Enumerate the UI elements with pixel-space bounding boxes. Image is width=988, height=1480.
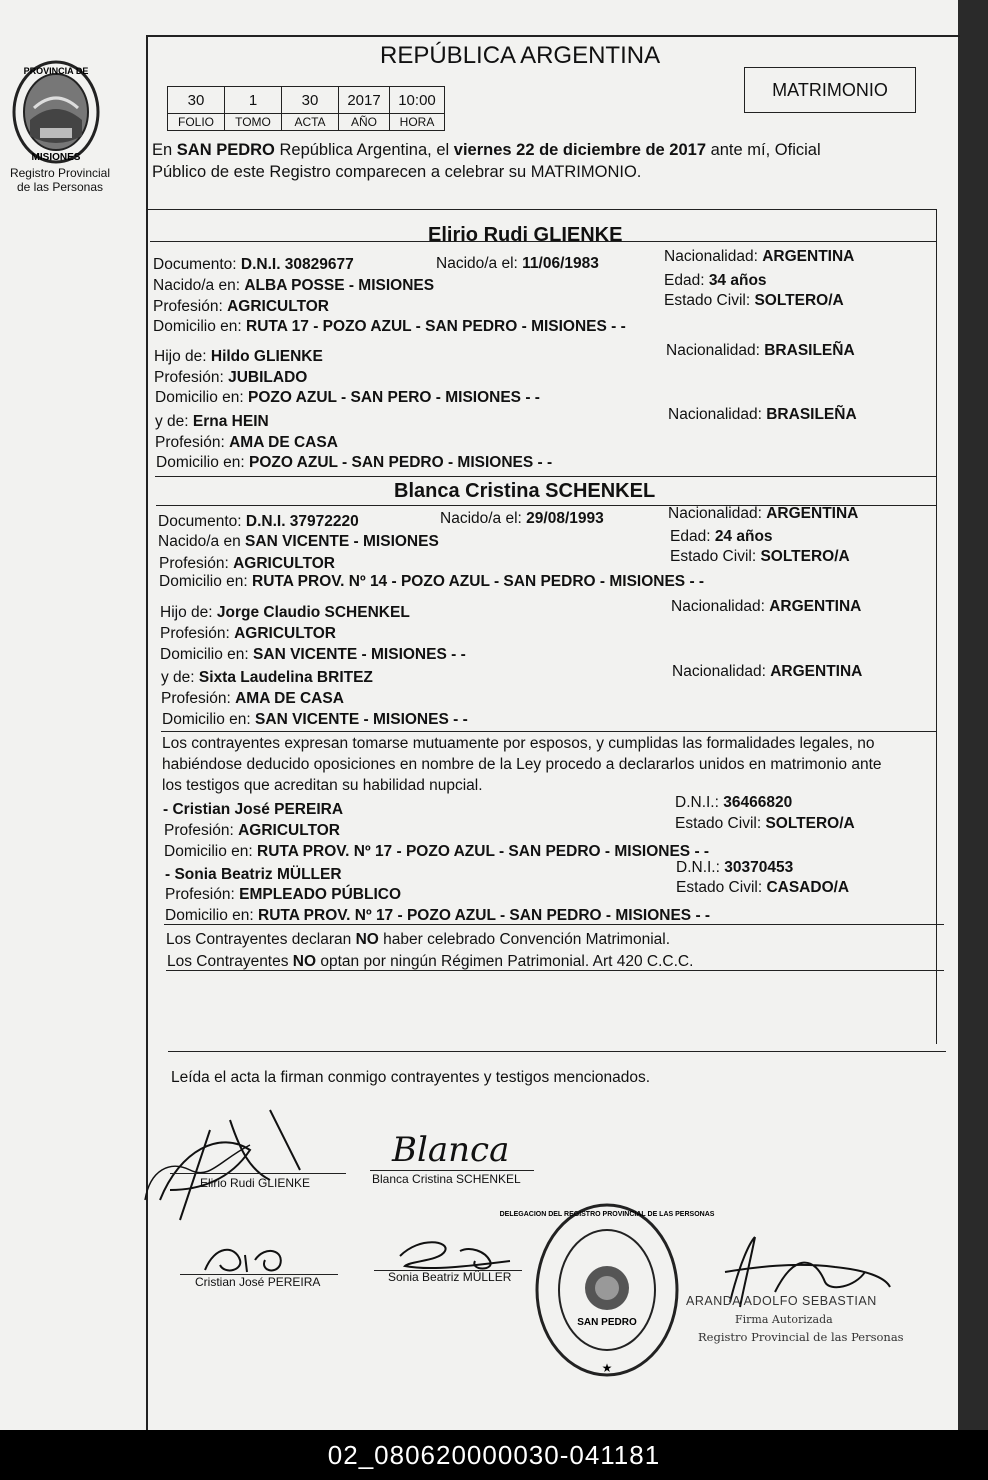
official-stamp-icon	[499, 1200, 715, 1380]
signature-label-pereira: Cristian José PEREIRA	[195, 1275, 321, 1289]
officer-name: ARANDA ADOLFO SEBASTIAN	[686, 1294, 877, 1308]
signature-label-muller: Sonia Beatriz MÜLLER	[388, 1270, 512, 1284]
stamp-ring-text: DELEGACION DEL REGISTRO PROVINCIAL DE LAS PERSONAS	[499, 1211, 715, 1218]
logo-caption	[0, 166, 120, 194]
spouse1-address: Domicilio en: RUTA 17 - POZO AZUL - SAN PEDRO - MISIONES - -	[153, 318, 626, 335]
spouse2-mother: y de: Sixta Laudelina BRITEZ	[161, 669, 373, 686]
spouse1-document: Documento: D.N.I. 30829677	[153, 256, 354, 273]
witness2-address: Domicilio en: RUTA PROV. Nº 17 - POZO AZUL - SAN PEDRO - MISIONES - -	[165, 907, 711, 924]
witness1-dni: D.N.I.: 36466820	[675, 794, 793, 811]
divider	[168, 1051, 946, 1052]
declaration-paragraph: Los contrayentes expresan tomarse mutuamente por esposos, y cumplidas las formalidades legales, no habiéndose deducido oposiciones en nombre de la Ley procedo a declararlos unidos en matrimonio ante los testigos que acreditan su habilidad nupcial.	[162, 735, 882, 794]
spouse1-age: Edad: 34 años	[664, 272, 767, 289]
year-value: 2017	[339, 87, 390, 114]
province-seal-icon	[10, 58, 102, 166]
officer-office: Registro Provincial de las Personas	[698, 1330, 904, 1344]
scan-edge	[958, 0, 988, 1430]
spouse2-age: Edad: 24 años	[670, 528, 773, 545]
spouse2-mother-profession: Profesión: AMA DE CASA	[161, 690, 344, 707]
spouse1-birthdate: Nacido/a el: 11/06/1983	[436, 255, 599, 272]
regime-line1: Los Contrayentes declaran NO haber celebrado Convención Matrimonial.	[166, 931, 671, 948]
spouse1-profession: Profesión: AGRICULTOR	[153, 298, 330, 315]
spouse1-father-nationality: Nacionalidad: BRASILEÑA	[666, 342, 855, 359]
act-identification-table	[167, 86, 445, 131]
divider	[155, 476, 936, 477]
spouse1-mother-profession: Profesión: AMA DE CASA	[155, 434, 338, 451]
closing-statement: Leída el acta la firman conmigo contrayentes y testigos mencionados.	[171, 1069, 651, 1086]
spouse2-father-address: Domicilio en: SAN VICENTE - MISIONES - -	[160, 646, 466, 663]
footer-code: 02_080620000030-041181	[0, 1430, 988, 1480]
spouse1-father-profession: Profesión: JUBILADO	[154, 369, 308, 386]
spouse2-mother-address: Domicilio en: SAN VICENTE - MISIONES - -	[162, 711, 468, 728]
witness2-civil-status: Estado Civil: CASADO/A	[676, 879, 850, 896]
witness2-name: - Sonia Beatriz MÜLLER	[165, 866, 342, 883]
spouse2-profession: Profesión: AGRICULTOR	[159, 555, 336, 572]
regime-line2: Los Contrayentes NO optan por ningún Régimen Patrimonial. Art 420 C.C.C.	[167, 953, 694, 970]
spouse2-civil-status: Estado Civil: SOLTERO/A	[670, 548, 850, 565]
tomo-value: 1	[225, 87, 282, 114]
divider	[164, 924, 944, 925]
spouse2-birthdate: Nacido/a el: 29/08/1993	[440, 510, 604, 527]
signature-line	[170, 1173, 346, 1174]
stamp-inner-text: SAN PEDRO	[577, 1317, 637, 1328]
spouse1-mother-nationality: Nacionalidad: BRASILEÑA	[668, 406, 857, 423]
witness2-profession: Profesión: EMPLEADO PÚBLICO	[165, 886, 402, 903]
signature-label-schenkel: Blanca Cristina SCHENKEL	[372, 1172, 521, 1186]
divider	[166, 970, 944, 971]
divider	[148, 209, 936, 210]
intro-line1: En SAN PEDRO República Argentina, el viernes 22 de diciembre de 2017 ante mí, Oficial	[152, 141, 821, 159]
spouse1-nationality: Nacionalidad: ARGENTINA	[664, 248, 855, 265]
witness1-profession: Profesión: AGRICULTOR	[164, 822, 341, 839]
seal-top-text: PROVINCIA DE	[23, 66, 89, 76]
witness1-name: - Cristian José PEREIRA	[163, 801, 344, 818]
signature-label-glienke: Elirio Rudi GLIENKE	[200, 1176, 311, 1190]
frame-right	[936, 209, 937, 1044]
logo-caption-line1: Registro Provincial	[9, 166, 111, 180]
spouse1-mother: y de: Erna HEIN	[155, 413, 269, 430]
year-label: AÑO	[339, 114, 390, 131]
acta-label: ACTA	[282, 114, 339, 131]
act-type-box: MATRIMONIO	[744, 67, 916, 113]
divider	[161, 731, 936, 732]
spouse2-address: Domicilio en: RUTA PROV. Nº 14 - POZO AZUL - SAN PEDRO - MISIONES - -	[159, 573, 705, 590]
spouse2-father-profession: Profesión: AGRICULTOR	[160, 625, 337, 642]
spouse1-birthplace: Nacido/a en: ALBA POSSE - MISIONES	[153, 277, 435, 294]
folio-value: 30	[168, 87, 225, 114]
spouse1-civil-status: Estado Civil: SOLTERO/A	[664, 292, 844, 309]
spouse1-name-header: Elirio Rudi GLIENKE	[428, 224, 623, 246]
hour-value: 10:00	[390, 87, 445, 114]
spouse2-father: Hijo de: Jorge Claudio SCHENKEL	[160, 604, 410, 621]
signature-line	[370, 1170, 534, 1171]
witness1-civil-status: Estado Civil: SOLTERO/A	[675, 815, 855, 832]
spouse2-name-header: Blanca Cristina SCHENKEL	[394, 480, 656, 502]
witness2-dni: D.N.I.: 30370453	[676, 859, 794, 876]
spouse1-father: Hijo de: Hildo GLIENKE	[154, 348, 323, 365]
svg-text:★: ★	[601, 1361, 613, 1375]
signature-glienke-icon	[140, 1090, 340, 1225]
spouse2-father-nationality: Nacionalidad: ARGENTINA	[671, 598, 862, 615]
signature-schenkel-handwriting: Blanca	[392, 1130, 510, 1170]
spouse2-birthplace: Nacido/a en SAN VICENTE - MISIONES	[158, 533, 439, 550]
spouse2-mother-nationality: Nacionalidad: ARGENTINA	[672, 663, 863, 680]
acta-value: 30	[282, 87, 339, 114]
spouse1-father-address: Domicilio en: POZO AZUL - SAN PERO - MISIONES - -	[155, 389, 540, 406]
spouse1-mother-address: Domicilio en: POZO AZUL - SAN PEDRO - MISIONES - -	[156, 454, 553, 471]
intro-line2: Público de este Registro comparecen a celebrar su MATRIMONIO.	[152, 163, 642, 181]
page-title: REPÚBLICA ARGENTINA	[380, 42, 661, 69]
spouse2-document: Documento: D.N.I. 37972220	[158, 513, 359, 530]
tomo-label: TOMO	[225, 114, 282, 131]
officer-role: Firma Autorizada	[735, 1313, 833, 1326]
spouse2-nationality: Nacionalidad: ARGENTINA	[668, 505, 859, 522]
folio-label: FOLIO	[168, 114, 225, 131]
logo-caption-line2: de las Personas	[16, 180, 104, 194]
witness1-address: Domicilio en: RUTA PROV. Nº 17 - POZO AZUL - SAN PEDRO - MISIONES - -	[164, 843, 710, 860]
seal-bottom-text: MISIONES	[31, 152, 81, 163]
hour-label: HORA	[390, 114, 445, 131]
